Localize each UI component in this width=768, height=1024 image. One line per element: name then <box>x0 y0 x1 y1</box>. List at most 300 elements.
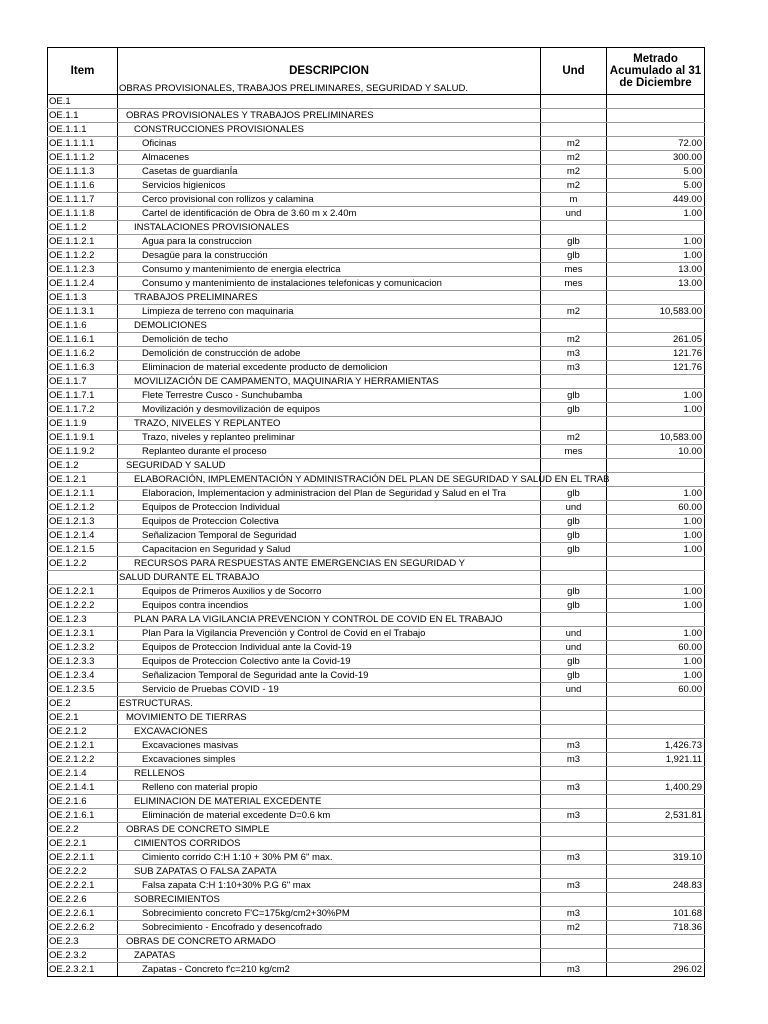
table-row <box>48 865 705 879</box>
cell-descripcion: Elaboracion, Implementacion y administracion del Plan de Seguridad y Salud en el Tra <box>118 487 541 501</box>
cell-item: OE.1.1.1.6 <box>48 179 118 193</box>
cell-descripcion: MOVILIZACIÓN DE CAMPAMENTO, MAQUINARIA Y HERRAMIENTAS <box>118 375 541 389</box>
table-row <box>48 235 705 249</box>
cell-metrado <box>607 893 705 907</box>
cell-metrado: 121.76 <box>607 347 705 361</box>
cell-und: glb <box>541 585 607 599</box>
cell-descripcion: INSTALACIONES PROVISIONALES <box>118 221 541 235</box>
cell-item: OE.2.3 <box>48 935 118 949</box>
table-row <box>48 795 705 809</box>
cell-descripcion: Falsa zapata C:H 1:10+30% P.G 6" max <box>118 879 541 893</box>
cell-metrado: 1,426.73 <box>607 739 705 753</box>
table-row <box>48 193 705 207</box>
cell-metrado: 449.00 <box>607 193 705 207</box>
cell-descripcion: Equipos de Primeros Auxilios y de Socorro <box>118 585 541 599</box>
cell-item: OE.1.1.6.1 <box>48 333 118 347</box>
cell-descripcion: Desagüe para la construcción <box>118 249 541 263</box>
table-row <box>48 207 705 221</box>
cell-item: OE.2.1.4.1 <box>48 781 118 795</box>
cell-metrado: 10.00 <box>607 445 705 459</box>
cell-item: OE.2.3.2 <box>48 949 118 963</box>
table-row <box>48 921 705 935</box>
header-descripcion <box>118 48 541 95</box>
table-row <box>48 109 705 123</box>
cell-und: m3 <box>541 963 607 977</box>
cell-item: OE.2.2.2 <box>48 865 118 879</box>
table-row <box>48 179 705 193</box>
cell-descripcion: Oficinas <box>118 137 541 151</box>
cell-descripcion: RECURSOS PARA RESPUESTAS ANTE EMERGENCIAS EN SEGURIDAD Y <box>118 557 541 571</box>
table-row <box>48 263 705 277</box>
cell-descripcion: Señalizacion Temporal de Seguridad ante la Covid-19 <box>118 669 541 683</box>
table-row <box>48 837 705 851</box>
cell-metrado: 296.02 <box>607 963 705 977</box>
cell-descripcion: Cimiento corrido C:H 1:10 + 30% PM 6" max. <box>118 851 541 865</box>
cell-item: OE.2.1.2 <box>48 725 118 739</box>
cell-und: glb <box>541 599 607 613</box>
cell-und <box>541 95 607 109</box>
cell-item: OE.2.1.4 <box>48 767 118 781</box>
table-row <box>48 739 705 753</box>
cell-item: OE.1.2.1.3 <box>48 515 118 529</box>
cell-descripcion: Demolición de construcción de adobe <box>118 347 541 361</box>
cell-metrado: 1.00 <box>607 207 705 221</box>
cell-und: m3 <box>541 347 607 361</box>
table-row <box>48 165 705 179</box>
table-row <box>48 809 705 823</box>
cell-metrado <box>607 935 705 949</box>
cell-und: m2 <box>541 179 607 193</box>
table-row <box>48 389 705 403</box>
cell-und <box>541 893 607 907</box>
cell-item <box>48 571 118 585</box>
cell-metrado: 248.83 <box>607 879 705 893</box>
cell-und <box>541 711 607 725</box>
cell-item: OE.1.1.2.1 <box>48 235 118 249</box>
cell-item: OE.1.1.3 <box>48 291 118 305</box>
cell-item: OE.1.1.1.2 <box>48 151 118 165</box>
cell-descripcion: Equipos de Proteccion Colectivo ante la Covid-19 <box>118 655 541 669</box>
cell-descripcion: PLAN PARA LA VIGILANCIA PREVENCION Y CONTROL DE COVID EN EL TRABAJO <box>118 613 541 627</box>
table-row <box>48 823 705 837</box>
cell-metrado: 1.00 <box>607 487 705 501</box>
cell-metrado <box>607 697 705 711</box>
table-row <box>48 893 705 907</box>
cell-und <box>541 767 607 781</box>
cell-item: OE.1.1 <box>48 109 118 123</box>
cell-metrado: 10,583.00 <box>607 431 705 445</box>
cell-item: OE.1.1.1 <box>48 123 118 137</box>
table-body <box>48 95 705 977</box>
table-row <box>48 375 705 389</box>
table-row <box>48 879 705 893</box>
table-row <box>48 515 705 529</box>
cell-item: OE.1.2.1.5 <box>48 543 118 557</box>
table-row <box>48 585 705 599</box>
table-row <box>48 249 705 263</box>
table-row <box>48 333 705 347</box>
cell-descripcion: CIMIENTOS CORRIDOS <box>118 837 541 851</box>
cell-metrado <box>607 725 705 739</box>
cell-und <box>541 837 607 851</box>
cell-item: OE.1.1.3.1 <box>48 305 118 319</box>
cell-item: OE.1.2.2.1 <box>48 585 118 599</box>
cell-metrado: 101.68 <box>607 907 705 921</box>
cell-descripcion: Equipos contra incendios <box>118 599 541 613</box>
cell-und: m2 <box>541 151 607 165</box>
cell-metrado: 72.00 <box>607 137 705 151</box>
cell-und: m3 <box>541 781 607 795</box>
cell-metrado: 300.00 <box>607 151 705 165</box>
cell-und: und <box>541 501 607 515</box>
cell-metrado: 1.00 <box>607 543 705 557</box>
cell-und: glb <box>541 543 607 557</box>
cell-und: mes <box>541 277 607 291</box>
cell-und: glb <box>541 529 607 543</box>
cell-item: OE.1.1.1.1 <box>48 137 118 151</box>
cell-descripcion <box>118 95 541 109</box>
cell-metrado: 1.00 <box>607 235 705 249</box>
cell-descripcion: Eliminacion de material excedente producto de demolicion <box>118 361 541 375</box>
table-row <box>48 851 705 865</box>
cell-und: m3 <box>541 879 607 893</box>
table-row <box>48 221 705 235</box>
table-row <box>48 403 705 417</box>
cell-descripcion: Señalizacion Temporal de Seguridad <box>118 529 541 543</box>
cell-item: OE.1 <box>48 95 118 109</box>
table-row <box>48 361 705 375</box>
table-row <box>48 137 705 151</box>
cell-und: m2 <box>541 431 607 445</box>
cell-metrado <box>607 823 705 837</box>
table-row <box>48 683 705 697</box>
table-row <box>48 487 705 501</box>
cell-und <box>541 823 607 837</box>
cell-item: OE.1.1.7 <box>48 375 118 389</box>
cell-metrado <box>607 767 705 781</box>
table-row <box>48 347 705 361</box>
cell-metrado: 319.10 <box>607 851 705 865</box>
cell-metrado: 1,921.11 <box>607 753 705 767</box>
cell-descripcion: Cerco provisional con rollizos y calamina <box>118 193 541 207</box>
cell-descripcion: TRAZO, NIVELES Y REPLANTEO <box>118 417 541 431</box>
cell-item: OE.1.1.9 <box>48 417 118 431</box>
cell-item: OE.2.1.6 <box>48 795 118 809</box>
cell-metrado: 1.00 <box>607 529 705 543</box>
cell-item: OE.1.2.1 <box>48 473 118 487</box>
cell-und <box>541 319 607 333</box>
table-row <box>48 459 705 473</box>
cell-item: OE.1.1.2.2 <box>48 249 118 263</box>
table-row <box>48 669 705 683</box>
header-row <box>48 48 705 95</box>
cell-descripcion: TRABAJOS PRELIMINARES <box>118 291 541 305</box>
cell-descripcion: Demolición de techo <box>118 333 541 347</box>
cell-und: m3 <box>541 753 607 767</box>
cell-metrado: 2,531.81 <box>607 809 705 823</box>
cell-metrado <box>607 837 705 851</box>
cell-metrado: 10,583.00 <box>607 305 705 319</box>
table-row <box>48 753 705 767</box>
cell-item: OE.1.2.1.2 <box>48 501 118 515</box>
cell-und <box>541 375 607 389</box>
table-row <box>48 949 705 963</box>
cell-item: OE.1.1.7.2 <box>48 403 118 417</box>
header-item: Item <box>48 48 118 95</box>
cell-metrado <box>607 613 705 627</box>
cell-item: OE.1.1.7.1 <box>48 389 118 403</box>
table-row <box>48 935 705 949</box>
cell-item: OE.1.2.1.4 <box>48 529 118 543</box>
cell-und: mes <box>541 445 607 459</box>
cell-und: und <box>541 641 607 655</box>
cell-metrado <box>607 557 705 571</box>
cell-und: m3 <box>541 809 607 823</box>
table-row <box>48 473 705 487</box>
cell-metrado: 261.05 <box>607 333 705 347</box>
cell-und: mes <box>541 263 607 277</box>
cell-item: OE.1.2.3.4 <box>48 669 118 683</box>
cell-und: glb <box>541 249 607 263</box>
cell-descripcion: Sobrecimiento concreto F'C=175kg/cm2+30%PM <box>118 907 541 921</box>
cell-und <box>541 725 607 739</box>
cell-und: glb <box>541 515 607 529</box>
cell-und <box>541 109 607 123</box>
cell-und <box>541 613 607 627</box>
table-row <box>48 319 705 333</box>
cell-und <box>541 291 607 305</box>
cell-descripcion: Consumo y mantenimiento de instalaciones telefonicas y comunicacion <box>118 277 541 291</box>
cell-item: OE.2.1.6.1 <box>48 809 118 823</box>
cell-metrado: 1.00 <box>607 249 705 263</box>
cell-metrado: 5.00 <box>607 165 705 179</box>
cell-descripcion: ELIMINACION DE MATERIAL EXCEDENTE <box>118 795 541 809</box>
cell-metrado <box>607 865 705 879</box>
cell-descripcion: Relleno con material propio <box>118 781 541 795</box>
table-row <box>48 529 705 543</box>
table-row <box>48 641 705 655</box>
table-row <box>48 431 705 445</box>
cell-metrado: 60.00 <box>607 501 705 515</box>
cell-metrado: 121.76 <box>607 361 705 375</box>
cell-und: m <box>541 193 607 207</box>
cell-und: und <box>541 683 607 697</box>
cell-und: glb <box>541 487 607 501</box>
cell-und: m2 <box>541 921 607 935</box>
cell-metrado: 13.00 <box>607 277 705 291</box>
cell-item: OE.2.2 <box>48 823 118 837</box>
cell-descripcion: Plan Para la Vigilancia Prevención y Control de Covid en el Trabajo <box>118 627 541 641</box>
table-row <box>48 557 705 571</box>
cell-metrado: 1.00 <box>607 599 705 613</box>
cell-descripcion: Eliminación de material excedente D=0.6 km <box>118 809 541 823</box>
cell-descripcion: SOBRECIMIENTOS <box>118 893 541 907</box>
cell-descripcion: SUB ZAPATAS O FALSA ZAPATA <box>118 865 541 879</box>
cell-metrado <box>607 95 705 109</box>
cell-und: glb <box>541 655 607 669</box>
table-row <box>48 781 705 795</box>
cell-item: OE.1.2.3.1 <box>48 627 118 641</box>
cell-descripcion: ELABORACIÓN, IMPLEMENTACIÓN Y ADMINISTRACIÓN DEL PLAN DE SEGURIDAD Y SALUD EN EL TRAB <box>118 473 541 487</box>
table-row <box>48 907 705 921</box>
table-row <box>48 95 705 109</box>
cell-descripcion: DEMOLICIONES <box>118 319 541 333</box>
cell-metrado <box>607 123 705 137</box>
cell-descripcion: SALUD DURANTE EL TRABAJO <box>118 571 541 585</box>
table-row <box>48 291 705 305</box>
cell-item: OE.1.2.3.5 <box>48 683 118 697</box>
cell-und: m3 <box>541 907 607 921</box>
cell-descripcion: Equipos de Proteccion Individual <box>118 501 541 515</box>
section-title: OBRAS PROVISIONALES, TRABAJOS PRELIMINARES, SEGURIDAD Y SALUD. <box>119 83 468 94</box>
table-row <box>48 543 705 557</box>
cell-metrado: 5.00 <box>607 179 705 193</box>
cell-descripcion: Excavaciones masivas <box>118 739 541 753</box>
cell-descripcion: Servicio de Pruebas COVID - 19 <box>118 683 541 697</box>
cell-item: OE.2.2.6.2 <box>48 921 118 935</box>
cell-item: OE.1.1.1.7 <box>48 193 118 207</box>
cell-metrado: 1.00 <box>607 669 705 683</box>
cell-und: m2 <box>541 165 607 179</box>
cell-und: m3 <box>541 361 607 375</box>
cell-metrado: 1.00 <box>607 403 705 417</box>
table-row <box>48 963 705 977</box>
cell-metrado <box>607 711 705 725</box>
cell-und <box>541 865 607 879</box>
cell-item: OE.2.2.6 <box>48 893 118 907</box>
table-row <box>48 417 705 431</box>
cell-descripcion: Cartel de identificación de Obra de 3.60 m x 2.40m <box>118 207 541 221</box>
cell-und: glb <box>541 389 607 403</box>
cell-metrado <box>607 221 705 235</box>
cell-metrado <box>607 949 705 963</box>
cell-metrado <box>607 571 705 585</box>
cell-metrado: 13.00 <box>607 263 705 277</box>
cell-und: m2 <box>541 305 607 319</box>
cell-und <box>541 935 607 949</box>
table-row <box>48 627 705 641</box>
cell-descripcion: Servicios higienicos <box>118 179 541 193</box>
cell-descripcion: ZAPATAS <box>118 949 541 963</box>
cell-item: OE.1.2.2 <box>48 557 118 571</box>
table-row <box>48 123 705 137</box>
cell-item: OE.1.1.9.2 <box>48 445 118 459</box>
cell-item: OE.2.1.2.2 <box>48 753 118 767</box>
cell-und: m3 <box>541 851 607 865</box>
cell-descripcion: OBRAS DE CONCRETO ARMADO <box>118 935 541 949</box>
cell-descripcion: Zapatas - Concreto f'c=210 kg/cm2 <box>118 963 541 977</box>
header-descripcion-label: DESCRIPCION <box>289 65 369 77</box>
cell-descripcion: Almacenes <box>118 151 541 165</box>
cell-descripcion: Agua para la construccion <box>118 235 541 249</box>
cell-metrado: 1,400.29 <box>607 781 705 795</box>
cell-metrado: 1.00 <box>607 515 705 529</box>
cell-item: OE.1.1.1.8 <box>48 207 118 221</box>
cell-descripcion: SEGURIDAD Y SALUD <box>118 459 541 473</box>
cell-und: m2 <box>541 333 607 347</box>
cell-descripcion: EXCAVACIONES <box>118 725 541 739</box>
cell-descripcion: MOVIMIENTO DE TIERRAS <box>118 711 541 725</box>
cell-item: OE.1.2.2.2 <box>48 599 118 613</box>
cell-item: OE.2.2.6.1 <box>48 907 118 921</box>
cell-und: glb <box>541 235 607 249</box>
cell-item: OE.2.3.2.1 <box>48 963 118 977</box>
cell-item: OE.1.2.3 <box>48 613 118 627</box>
table-row <box>48 501 705 515</box>
cell-item: OE.1.1.6.3 <box>48 361 118 375</box>
cell-metrado: 1.00 <box>607 627 705 641</box>
cell-descripcion: Excavaciones simples <box>118 753 541 767</box>
header-und: Und <box>541 48 607 95</box>
metrado-sheet <box>47 47 704 977</box>
cell-item: OE.1.1.6 <box>48 319 118 333</box>
cell-item: OE.1.1.2.4 <box>48 277 118 291</box>
table-row <box>48 445 705 459</box>
cell-item: OE.1.1.9.1 <box>48 431 118 445</box>
cell-item: OE.2.2.1 <box>48 837 118 851</box>
table-row <box>48 725 705 739</box>
cell-item: OE.2.2.2.1 <box>48 879 118 893</box>
cell-item: OE.1.2.3.3 <box>48 655 118 669</box>
cell-metrado <box>607 319 705 333</box>
cell-descripcion: Capacitacion en Seguridad y Salud <box>118 543 541 557</box>
cell-und <box>541 697 607 711</box>
cell-descripcion: Equipos de Proteccion Colectiva <box>118 515 541 529</box>
cell-descripcion: ESTRUCTURAS. <box>118 697 541 711</box>
cell-und <box>541 557 607 571</box>
table-row <box>48 711 705 725</box>
cell-descripcion: Trazo, niveles y replanteo preliminar <box>118 431 541 445</box>
cell-und: glb <box>541 403 607 417</box>
cell-metrado: 60.00 <box>607 683 705 697</box>
cell-descripcion: Consumo y mantenimiento de energia electrica <box>118 263 541 277</box>
cell-item: OE.2.1 <box>48 711 118 725</box>
cell-metrado <box>607 291 705 305</box>
cell-metrado: 718.36 <box>607 921 705 935</box>
table-row <box>48 599 705 613</box>
cell-metrado <box>607 459 705 473</box>
cell-metrado <box>607 473 705 487</box>
table-row <box>48 305 705 319</box>
cell-descripcion: CONSTRUCCIONES PROVISIONALES <box>118 123 541 137</box>
cell-und: und <box>541 627 607 641</box>
metrado-table <box>47 47 705 977</box>
cell-descripcion: OBRAS DE CONCRETO SIMPLE <box>118 823 541 837</box>
cell-und <box>541 417 607 431</box>
cell-item: OE.1.2.3.2 <box>48 641 118 655</box>
header-metrado: Metrado Acumulado al 31 de Diciembre <box>607 48 705 95</box>
cell-item: OE.2.1.2.1 <box>48 739 118 753</box>
cell-metrado: 1.00 <box>607 585 705 599</box>
cell-und <box>541 123 607 137</box>
cell-metrado <box>607 375 705 389</box>
table-row <box>48 655 705 669</box>
cell-und: und <box>541 207 607 221</box>
cell-und <box>541 949 607 963</box>
table-row <box>48 571 705 585</box>
cell-item: OE.1.1.6.2 <box>48 347 118 361</box>
cell-und <box>541 221 607 235</box>
cell-item: OE.1.1.2.3 <box>48 263 118 277</box>
cell-item: OE.1.2 <box>48 459 118 473</box>
cell-und <box>541 795 607 809</box>
cell-descripcion: Movilización y desmovilización de equipos <box>118 403 541 417</box>
cell-descripcion: Equipos de Proteccion Individual ante la Covid-19 <box>118 641 541 655</box>
cell-und: m2 <box>541 137 607 151</box>
cell-descripcion: OBRAS PROVISIONALES Y TRABAJOS PRELIMINARES <box>118 109 541 123</box>
table-row <box>48 613 705 627</box>
cell-item: OE.2 <box>48 697 118 711</box>
